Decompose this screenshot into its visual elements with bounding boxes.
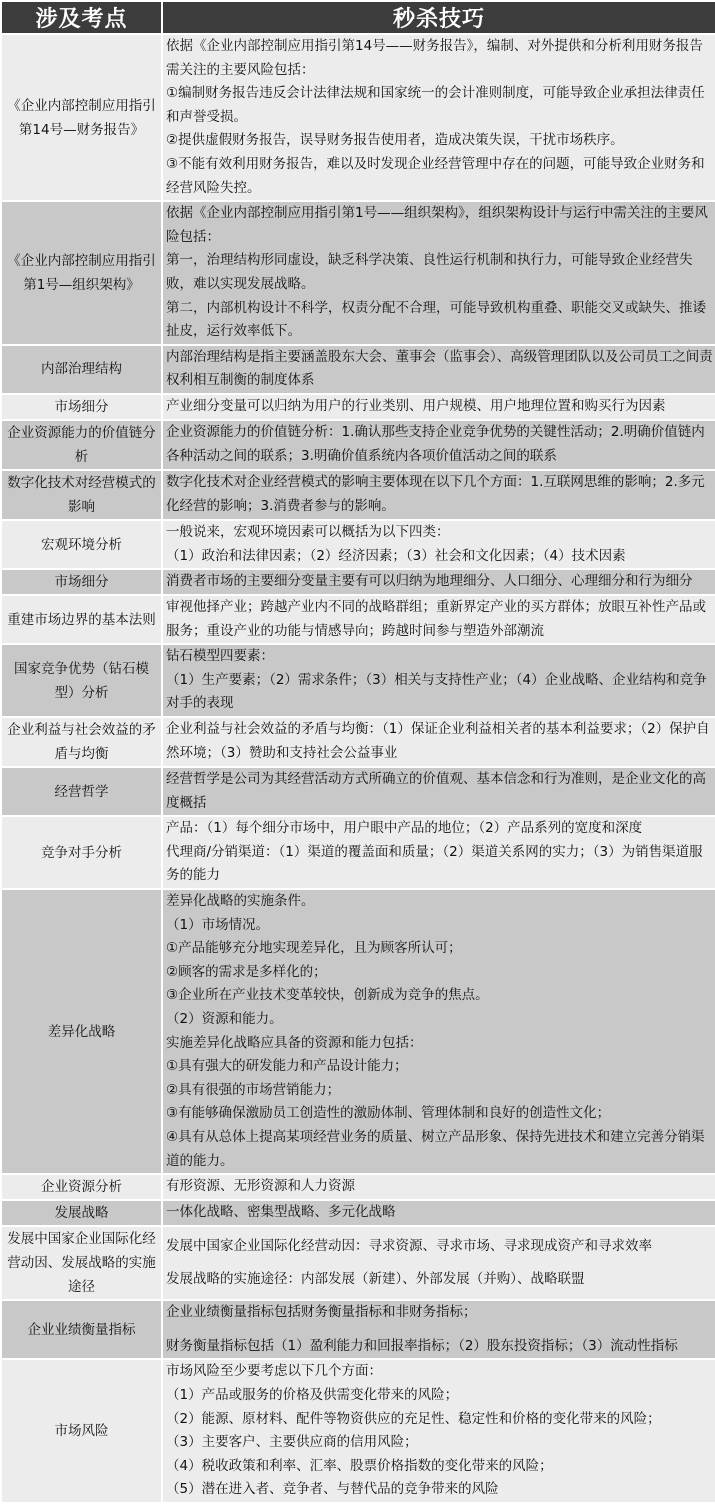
technique-line: 实施差异化战略应具备的资源和能力包括： xyxy=(166,1034,423,1051)
technique-line: ①编制财务报告违反会计法律法规和国家统一的会计准则制度，可能导致企业承担法律责任和声誉受损。 xyxy=(166,85,705,125)
table-row xyxy=(1,1226,715,1300)
table-row xyxy=(1,470,715,520)
technique-line: 内部治理结构是指主要涵盖股东大会、董事会（监事会）、高级管理团队以及公司员工之间责权利相互制衡的制度体系 xyxy=(166,348,713,389)
topic-cell: 企业利益与社会效益的矛盾与均衡 xyxy=(1,717,162,767)
table-row xyxy=(1,520,715,569)
topic-cell: 企业资源分析 xyxy=(1,1174,162,1200)
topic-cell: 发展中国家企业国际化经营动因、发展战略的实施途径 xyxy=(1,1226,162,1300)
technique-line: 第二，内部机构设计不科学，权责分配不合理，可能导致机构重叠、职能交叉或缺失、推诿扯皮，运行效率低下。 xyxy=(166,299,706,340)
technique-line: 第一，治理结构形同虚设，缺乏科学决策、良性运行机制和执行力，可能导致企业经营失败，难以实现发展战略。 xyxy=(166,252,693,292)
technique-line: 数字化技术对企业经营模式的影响主要体现在以下几个方面：1.互联网思维的影响；2.多元化经营的影响；3.消费者参与的影响。 xyxy=(166,474,705,514)
technique-line: （2）资源和能力。 xyxy=(166,1011,283,1027)
topic-cell: 国家竞争优势（钻石模型）分析 xyxy=(1,644,162,717)
topic-cell: 企业资源能力的价值链分析 xyxy=(1,420,162,470)
table-row xyxy=(1,34,715,201)
table-row xyxy=(1,595,715,644)
table-row xyxy=(1,644,715,717)
technique-line: ②具有很强的市场营销能力； xyxy=(166,1081,341,1098)
technique-line: （1）产品或服务的价格及供需变化带来的风险； xyxy=(166,1386,459,1403)
table-row xyxy=(1,201,715,345)
technique-cell xyxy=(162,1226,715,1300)
technique-cell xyxy=(162,889,715,1174)
technique-line: 消费者市场的主要细分变量主要有可以归纳为地理细分、人口细分、心理细分和行为细分 xyxy=(166,573,693,590)
technique-line: ①产品能够充分地实现差异化，且为顾客所认可； xyxy=(166,940,462,957)
topic-cell: 宏观环境分析 xyxy=(1,520,162,569)
technique-line: ③不能有效利用财务报告，难以及时发现企业经营管理中存在的问题，可能导致企业财务和经营风险失控。 xyxy=(166,155,705,196)
technique-line: 企业利益与社会效益的矛盾与均衡：（1）保证企业利益相关者的基本利益要求；（2）保护自然环境；（3）赞助和支持社会公益事业 xyxy=(166,721,710,762)
technique-line: （1）政治和法律因素；（2）经济因素；（3）社会和文化因素；（4）技术因素 xyxy=(166,547,626,564)
technique-line: （5）潜在进入者、竞争者、与替代品的竞争带来的风险 xyxy=(166,1481,499,1498)
technique-cell xyxy=(162,569,715,595)
technique-line: 企业业绩衡量指标包括财务衡量指标和非财务指标； xyxy=(166,1304,477,1321)
topic-cell: 差异化战略 xyxy=(1,889,162,1174)
table-row xyxy=(1,345,715,394)
table-row xyxy=(1,394,715,420)
topic-cell: 市场细分 xyxy=(1,569,162,595)
technique-cell xyxy=(162,520,715,569)
table-header-row xyxy=(1,1,715,34)
header-technique: 秒杀技巧 xyxy=(162,1,715,34)
technique-line: 代理商/分销渠道：（1）渠道的覆盖面和质量；（2）渠道关系网的实力；（3）为销售渠道服务的能力 xyxy=(166,843,703,884)
technique-cell xyxy=(162,595,715,644)
technique-line: ②顾客的需求是多样化的； xyxy=(166,963,327,980)
technique-line: 发展中国家企业国际化经营动因：寻求资源、寻求市场、寻求现成资产和寻求效率 xyxy=(166,1237,652,1254)
technique-line: 审视他择产业；跨越产业内不同的战略群组；重新界定产业的买方群体；放眼互补性产品或服务；重设产业的功能与情感导向；跨越时间参与塑造外部潮流 xyxy=(166,599,706,639)
table-row xyxy=(1,1200,715,1226)
technique-line: 企业资源能力的价值链分析：1.确认那些支持企业竞争优势的关键性活动；2.明确价值链内各种活动之间的联系；3.明确价值系统内各项价值活动之间的联系 xyxy=(166,424,705,464)
technique-cell xyxy=(162,1300,715,1359)
technique-line: 经营哲学是公司为其经营活动方式所确立的价值观、基本信念和行为准则，是企业文化的高度概括 xyxy=(166,771,706,811)
topic-cell: 《企业内部控制应用指引第14号—财务报告》 xyxy=(1,34,162,201)
technique-line: 发展战略的实施途径：内部发展（新建）、外部发展（并购）、战略联盟 xyxy=(166,1271,585,1288)
topic-cell: 发展战略 xyxy=(1,1200,162,1226)
technique-cell xyxy=(162,644,715,717)
technique-cell xyxy=(162,201,715,345)
technique-cell xyxy=(162,767,715,816)
technique-line: （4）税收政策和利率、汇率、股票价格指数的变化带来的风险； xyxy=(166,1457,553,1474)
table-row xyxy=(1,889,715,1174)
table-row xyxy=(1,1300,715,1359)
technique-line: 一体化战略、密集型战略、多元化战略 xyxy=(166,1204,396,1221)
technique-line: 差异化战略的实施条件。 xyxy=(166,893,315,910)
technique-cell xyxy=(162,34,715,201)
technique-line: ②提供虚假财务报告，误导财务报告使用者，造成决策失误，干扰市场秩序。 xyxy=(166,132,624,149)
line-gap xyxy=(166,1258,713,1268)
technique-line: 有形资源、无形资源和人力资源 xyxy=(166,1178,355,1195)
technique-cell xyxy=(162,1200,715,1226)
header-topic: 涉及考点 xyxy=(1,1,162,34)
table-row xyxy=(1,717,715,767)
technique-cell xyxy=(162,394,715,420)
topic-cell: 内部治理结构 xyxy=(1,345,162,394)
topic-cell: 企业业绩衡量指标 xyxy=(1,1300,162,1359)
technique-cell xyxy=(162,1359,715,1503)
technique-line: 依据《企业内部控制应用指引第14号——财务报告》，编制、对外提供和分析利用财务报告需关注的主要风险包括： xyxy=(166,38,703,78)
table-body xyxy=(1,34,715,1503)
technique-line: ④具有从总体上提高某项经营业务的质量、树立产品形象、保持先进技术和建立完善分销渠道的能力。 xyxy=(166,1128,705,1169)
technique-line: （1）市场情况。 xyxy=(166,916,270,933)
technique-line: （1）生产要素；（2）需求条件；（3）相关与支持性产业；（4）企业战略、企业结构和竞争对手的表现 xyxy=(166,671,707,712)
technique-line: ③有能够确保激励员工创造性的激励体制、管理体制和良好的创造性文化； xyxy=(166,1105,611,1122)
technique-line: ③企业所在产业技术变革较快，创新成为竞争的焦点。 xyxy=(166,987,489,1004)
topic-cell: 市场细分 xyxy=(1,394,162,420)
topic-cell: 重建市场边界的基本法则 xyxy=(1,595,162,644)
technique-line: ①具有强大的研发能力和产品设计能力； xyxy=(166,1058,408,1075)
topic-cell: 数字化技术对经营模式的影响 xyxy=(1,470,162,520)
technique-line: 一般说来，宏观环境因素可以概括为以下四类： xyxy=(166,523,450,540)
technique-line: （3）主要客户、主要供应商的信用风险； xyxy=(166,1434,418,1451)
technique-cell xyxy=(162,345,715,394)
technique-line: （2）能源、原材料、配件等物资供应的充足性、稳定性和价格的变化带来的风险； xyxy=(166,1410,661,1427)
table-row xyxy=(1,1174,715,1200)
technique-cell xyxy=(162,717,715,767)
topic-cell: 经营哲学 xyxy=(1,767,162,816)
technique-line: 产品：（1）每个细分市场中，用户眼中产品的地位；（2）产品系列的宽度和深度 xyxy=(166,820,643,837)
technique-line: 依据《企业内部控制应用指引第1号——组织架构》，组织架构设计与运行中需关注的主要风险包括： xyxy=(166,205,708,245)
technique-cell xyxy=(162,420,715,470)
technique-line: 市场风险至少要考虑以下几个方面： xyxy=(166,1363,382,1380)
technique-line: 财务衡量指标包括（1）盈利能力和回报率指标；（2）股东投资指标；（3）流动性指标 xyxy=(166,1337,678,1354)
table-row xyxy=(1,420,715,470)
table-row xyxy=(1,816,715,889)
technique-cell xyxy=(162,1174,715,1200)
technique-line: 产业细分变量可以归纳为用户的行业类别、用户规模、用户地理位置和购买行为因素 xyxy=(166,398,666,415)
topic-cell: 市场风险 xyxy=(1,1359,162,1503)
table-row xyxy=(1,1359,715,1503)
technique-cell xyxy=(162,816,715,889)
line-gap xyxy=(166,1325,713,1335)
topic-cell: 《企业内部控制应用指引第1号—组织架构》 xyxy=(1,201,162,345)
technique-cell xyxy=(162,470,715,520)
topic-cell: 竞争对手分析 xyxy=(1,816,162,889)
table-row xyxy=(1,569,715,595)
table-row xyxy=(1,767,715,816)
technique-line: 钻石模型四要素： xyxy=(166,648,274,665)
